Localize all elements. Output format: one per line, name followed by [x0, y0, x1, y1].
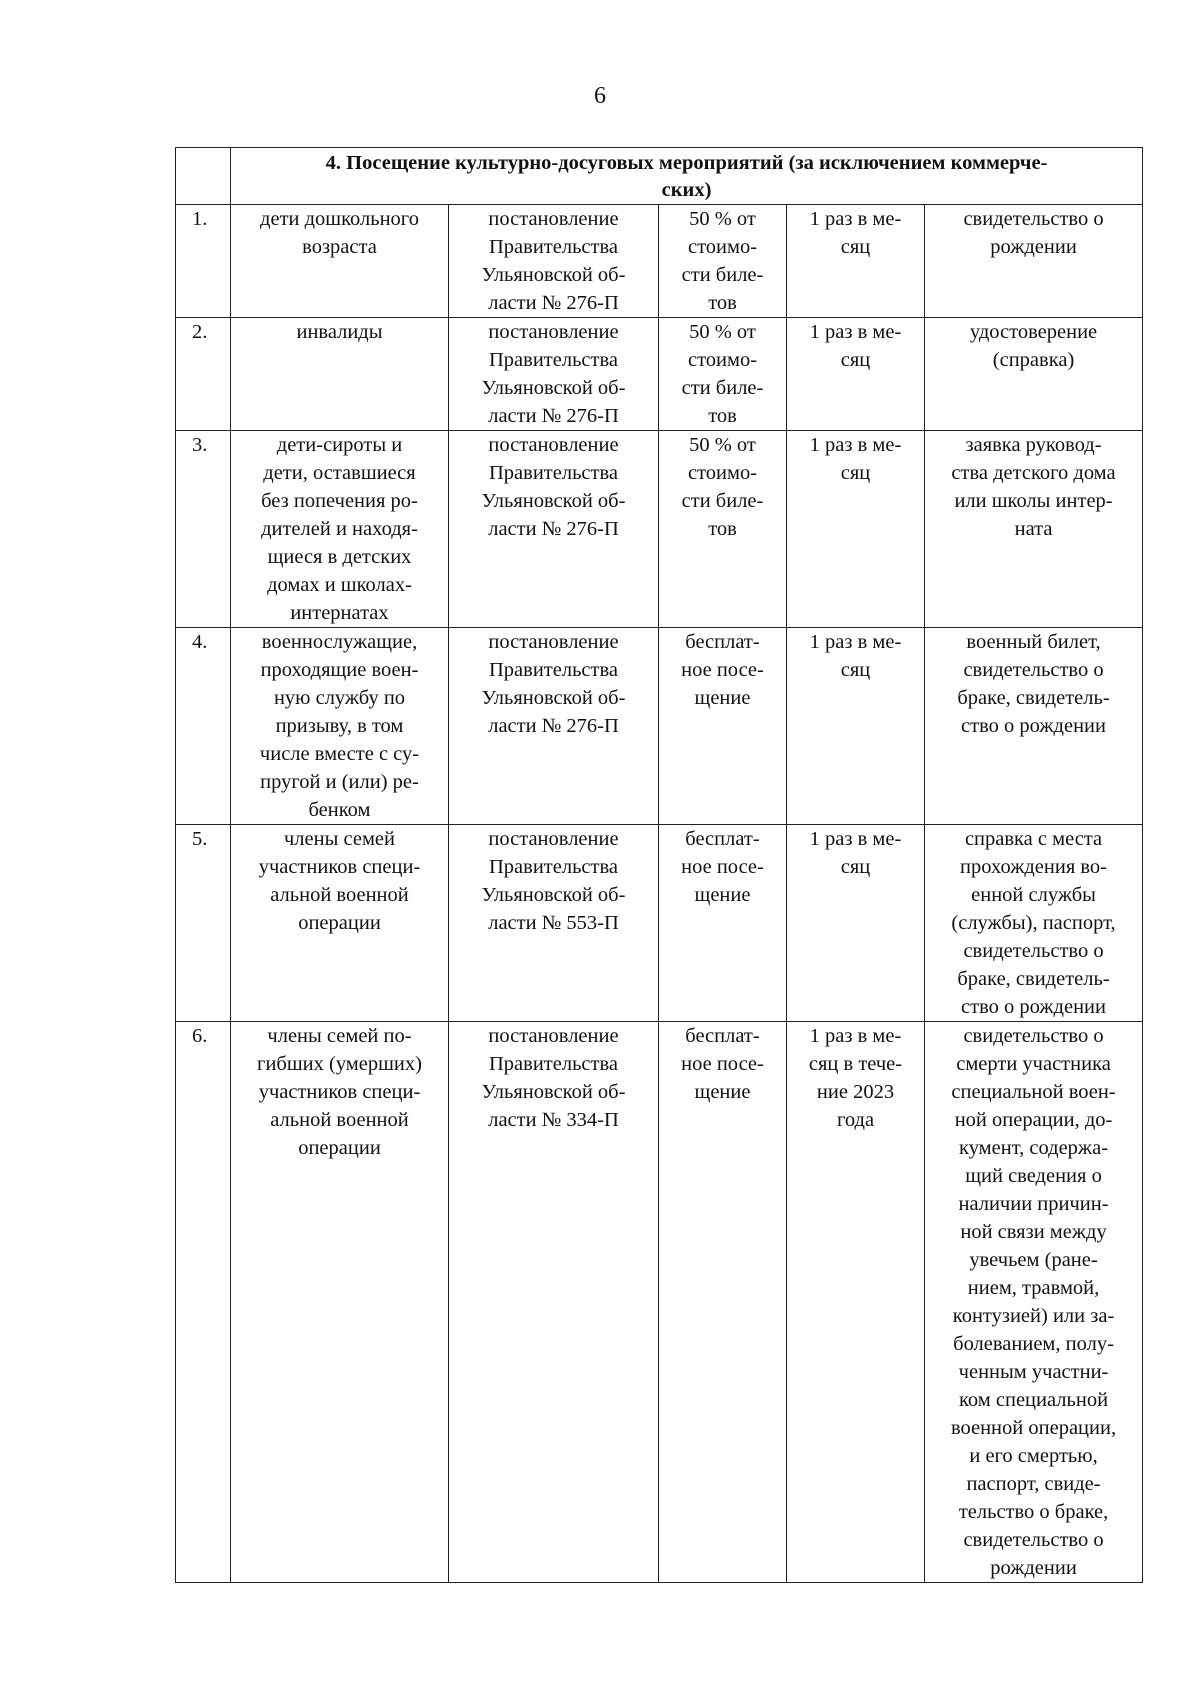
cell-line: ство о рождении — [961, 715, 1106, 737]
cell-line: военный билет, — [966, 631, 1101, 653]
cell-line: 1 раз в ме- — [809, 828, 902, 850]
cell-line: стоимо- — [687, 349, 758, 371]
cell-line: ние 2023 — [816, 1081, 895, 1103]
cell-line: свидетельство о — [963, 940, 1104, 962]
cell-line: ной операции, до- — [954, 1109, 1113, 1131]
cell-line: ство о рождении — [961, 996, 1106, 1018]
cell-line: сяц — [840, 856, 871, 878]
frequency-cell — [787, 825, 925, 1022]
category-cell — [231, 628, 449, 825]
table-row — [176, 628, 1143, 825]
cell-line: бесплат- — [685, 1025, 760, 1047]
cell-line: 1 раз в ме- — [809, 208, 902, 230]
cell-line: постановление — [488, 1025, 619, 1047]
section-title — [231, 148, 1143, 205]
cell-line: члены семей по- — [267, 1025, 412, 1047]
legal-basis-cell — [449, 431, 659, 628]
cell-line: дети-сироты и — [276, 434, 403, 456]
cell-line: операции — [298, 1137, 381, 1159]
cell-line: нием, травмой, — [967, 1277, 1100, 1299]
cell-line: ченным участни- — [958, 1361, 1109, 1383]
cell-line: свидетельство о — [963, 1025, 1104, 1047]
cell-line: постановление — [488, 208, 619, 230]
document-cell — [925, 1022, 1143, 1583]
row-number-cell: 5. — [176, 825, 231, 1022]
cell-line: ную службу по — [273, 687, 406, 709]
cell-line: ной связи между — [960, 1221, 1107, 1243]
discount-cell — [659, 1022, 787, 1583]
frequency-cell — [787, 1022, 925, 1583]
cell-line: болеванием, полу- — [953, 1333, 1114, 1355]
category-cell — [231, 205, 449, 318]
cell-line: ната — [1014, 518, 1053, 540]
cell-line: инвалиды — [296, 321, 383, 343]
cell-line: Правительства — [488, 462, 618, 484]
table-row — [176, 318, 1143, 431]
frequency-cell — [787, 318, 925, 431]
cell-line: постановление — [488, 434, 619, 456]
cell-line: 50 % от — [689, 434, 756, 456]
cell-line: 50 % от — [689, 321, 756, 343]
cell-line: 1 раз в ме- — [809, 321, 902, 343]
document-cell — [925, 628, 1143, 825]
cell-line: Ульяновской об- — [481, 1081, 626, 1103]
category-cell — [231, 318, 449, 431]
cell-line: щение — [694, 1081, 751, 1103]
cell-line: 1 раз в ме- — [809, 1025, 902, 1047]
discount-cell — [659, 628, 787, 825]
table-row — [176, 825, 1143, 1022]
category-cell — [231, 431, 449, 628]
cell-line: сяц — [840, 349, 871, 371]
page-number: 6 — [594, 83, 606, 109]
cell-line: ком специальной — [959, 1389, 1109, 1411]
discount-cell — [659, 205, 787, 318]
cell-line: 1 раз в ме- — [809, 631, 902, 653]
cell-line: стоимо- — [687, 462, 758, 484]
cell-line: Ульяновской об- — [481, 687, 626, 709]
benefits-table — [175, 147, 1143, 1583]
section-header-row — [176, 148, 1143, 205]
frequency-cell — [787, 431, 925, 628]
row-number-cell: 2. — [176, 318, 231, 431]
cell-line: Правительства — [488, 236, 618, 258]
cell-line: (службы), паспорт, — [951, 912, 1116, 934]
cell-line: сяц — [840, 462, 871, 484]
cell-line: ное посе- — [681, 659, 764, 681]
legal-basis-cell — [449, 825, 659, 1022]
cell-line: ласти № 553-П — [488, 912, 619, 934]
cell-line: дителей и находя- — [261, 518, 418, 540]
table-row — [176, 205, 1143, 318]
cell-line: интернатах — [290, 602, 389, 624]
cell-line: альной военной — [270, 1109, 409, 1131]
cell-line: бесплат- — [685, 828, 760, 850]
cell-line: ное посе- — [681, 1053, 764, 1075]
cell-line: ласти № 334-П — [488, 1109, 619, 1131]
cell-line: браке, свидетель- — [957, 968, 1110, 990]
cell-line: увечьем (ране- — [969, 1249, 1098, 1271]
cell-line: (справка) — [992, 349, 1075, 371]
cell-line: военной операции, — [950, 1417, 1117, 1439]
cell-line: дети дошкольного — [260, 208, 419, 230]
cell-line: ласти № 276-П — [488, 715, 619, 737]
cell-line: прохождения во- — [960, 856, 1108, 878]
cell-line: года — [836, 1109, 875, 1131]
cell-line: специальной воен- — [951, 1081, 1116, 1103]
cell-line: 50 % от — [689, 208, 756, 230]
cell-line: ства детского дома — [951, 462, 1116, 484]
row-number-cell: 1. — [176, 205, 231, 318]
document-cell — [925, 205, 1143, 318]
cell-line: или школы интер- — [954, 490, 1113, 512]
cell-line: наличии причин- — [958, 1193, 1109, 1215]
cell-line: пругой и (или) ре- — [260, 771, 419, 793]
cell-line: тов — [708, 518, 737, 540]
cell-line: возраста — [302, 236, 377, 258]
cell-line: Правительства — [488, 1053, 618, 1075]
legal-basis-cell — [449, 1022, 659, 1583]
cell-line: рождении — [990, 236, 1077, 258]
cell-line: ласти № 276-П — [488, 292, 619, 314]
section-number-cell — [176, 148, 231, 205]
legal-basis-cell — [449, 318, 659, 431]
section-title-line-2: ских) — [661, 179, 712, 201]
cell-line: ласти № 276-П — [488, 405, 619, 427]
legal-basis-cell — [449, 628, 659, 825]
cell-line: сти биле- — [681, 377, 764, 399]
document-cell — [925, 431, 1143, 628]
cell-line: тельство о браке, — [958, 1501, 1109, 1523]
cell-line: Ульяновской об- — [481, 377, 626, 399]
cell-line: сяц — [840, 659, 871, 681]
cell-line: участников специ- — [258, 1081, 421, 1103]
cell-line: паспорт, свиде- — [966, 1473, 1101, 1495]
cell-line: постановление — [488, 631, 619, 653]
cell-line: ное посе- — [681, 856, 764, 878]
cell-line: и его смертью, — [969, 1445, 1098, 1467]
discount-cell — [659, 431, 787, 628]
cell-line: постановление — [488, 828, 619, 850]
cell-line: 1 раз в ме- — [809, 434, 902, 456]
cell-line: Ульяновской об- — [481, 884, 626, 906]
cell-line: справка с места — [964, 828, 1103, 850]
cell-line: постановление — [488, 321, 619, 343]
cell-line: свидетельство о — [963, 659, 1104, 681]
legal-basis-cell — [449, 205, 659, 318]
discount-cell — [659, 318, 787, 431]
cell-line: сяц в тече- — [808, 1053, 903, 1075]
cell-line: щение — [694, 687, 751, 709]
cell-line: бесплат- — [685, 631, 760, 653]
cell-line: браке, свидетель- — [957, 687, 1110, 709]
category-cell — [231, 825, 449, 1022]
cell-line: енной службы — [971, 884, 1096, 906]
cell-line: гибших (умерших) — [257, 1053, 422, 1075]
discount-cell — [659, 825, 787, 1022]
cell-line: сти биле- — [681, 490, 764, 512]
cell-line: Правительства — [488, 659, 618, 681]
cell-line: домах и школах- — [267, 574, 412, 596]
cell-line: рождении — [990, 1557, 1077, 1579]
category-cell — [231, 1022, 449, 1583]
cell-line: тов — [708, 292, 737, 314]
cell-line: стоимо- — [687, 236, 758, 258]
cell-line: тов — [708, 405, 737, 427]
cell-line: щиеся в детских — [267, 546, 412, 568]
row-number-cell: 4. — [176, 628, 231, 825]
cell-line: проходящие воен- — [260, 659, 419, 681]
cell-line: бенком — [308, 799, 371, 821]
cell-line: сяц — [840, 236, 871, 258]
cell-line: Ульяновской об- — [481, 264, 626, 286]
table-row — [176, 431, 1143, 628]
row-number-cell: 3. — [176, 431, 231, 628]
cell-line: операции — [298, 912, 381, 934]
cell-line: ласти № 276-П — [488, 518, 619, 540]
frequency-cell — [787, 628, 925, 825]
cell-line: кумент, содержа- — [959, 1137, 1109, 1159]
cell-line: свидетельство о — [963, 208, 1104, 230]
section-title-line-1: 4. Посещение культурно-досуговых мероприятий (за исключением коммерче- — [325, 152, 1048, 174]
cell-line: Правительства — [488, 856, 618, 878]
cell-line: участников специ- — [258, 856, 421, 878]
cell-line: альной военной — [270, 884, 409, 906]
cell-line: военнослужащие, — [261, 631, 418, 653]
cell-line: члены семей — [284, 828, 395, 850]
cell-line: Правительства — [488, 349, 618, 371]
cell-line: сти биле- — [681, 264, 764, 286]
cell-line: Ульяновской об- — [481, 490, 626, 512]
cell-line: числе вместе с су- — [259, 743, 420, 765]
cell-line: удостоверение — [969, 321, 1098, 343]
cell-line: контузией) или за- — [952, 1305, 1115, 1327]
cell-line: без попечения ро- — [261, 490, 418, 512]
document-cell — [925, 825, 1143, 1022]
row-number-cell: 6. — [176, 1022, 231, 1583]
cell-line: смерти участника — [956, 1053, 1111, 1075]
cell-line: призыву, в том — [275, 715, 404, 737]
cell-line: щение — [694, 884, 751, 906]
cell-line: свидетельство о — [963, 1529, 1104, 1551]
cell-line: дети, оставшиеся — [263, 462, 416, 484]
document-cell — [925, 318, 1143, 431]
cell-line: заявка руковод- — [965, 434, 1102, 456]
cell-line: щий сведения о — [965, 1165, 1102, 1187]
table-row — [176, 1022, 1143, 1583]
frequency-cell — [787, 205, 925, 318]
